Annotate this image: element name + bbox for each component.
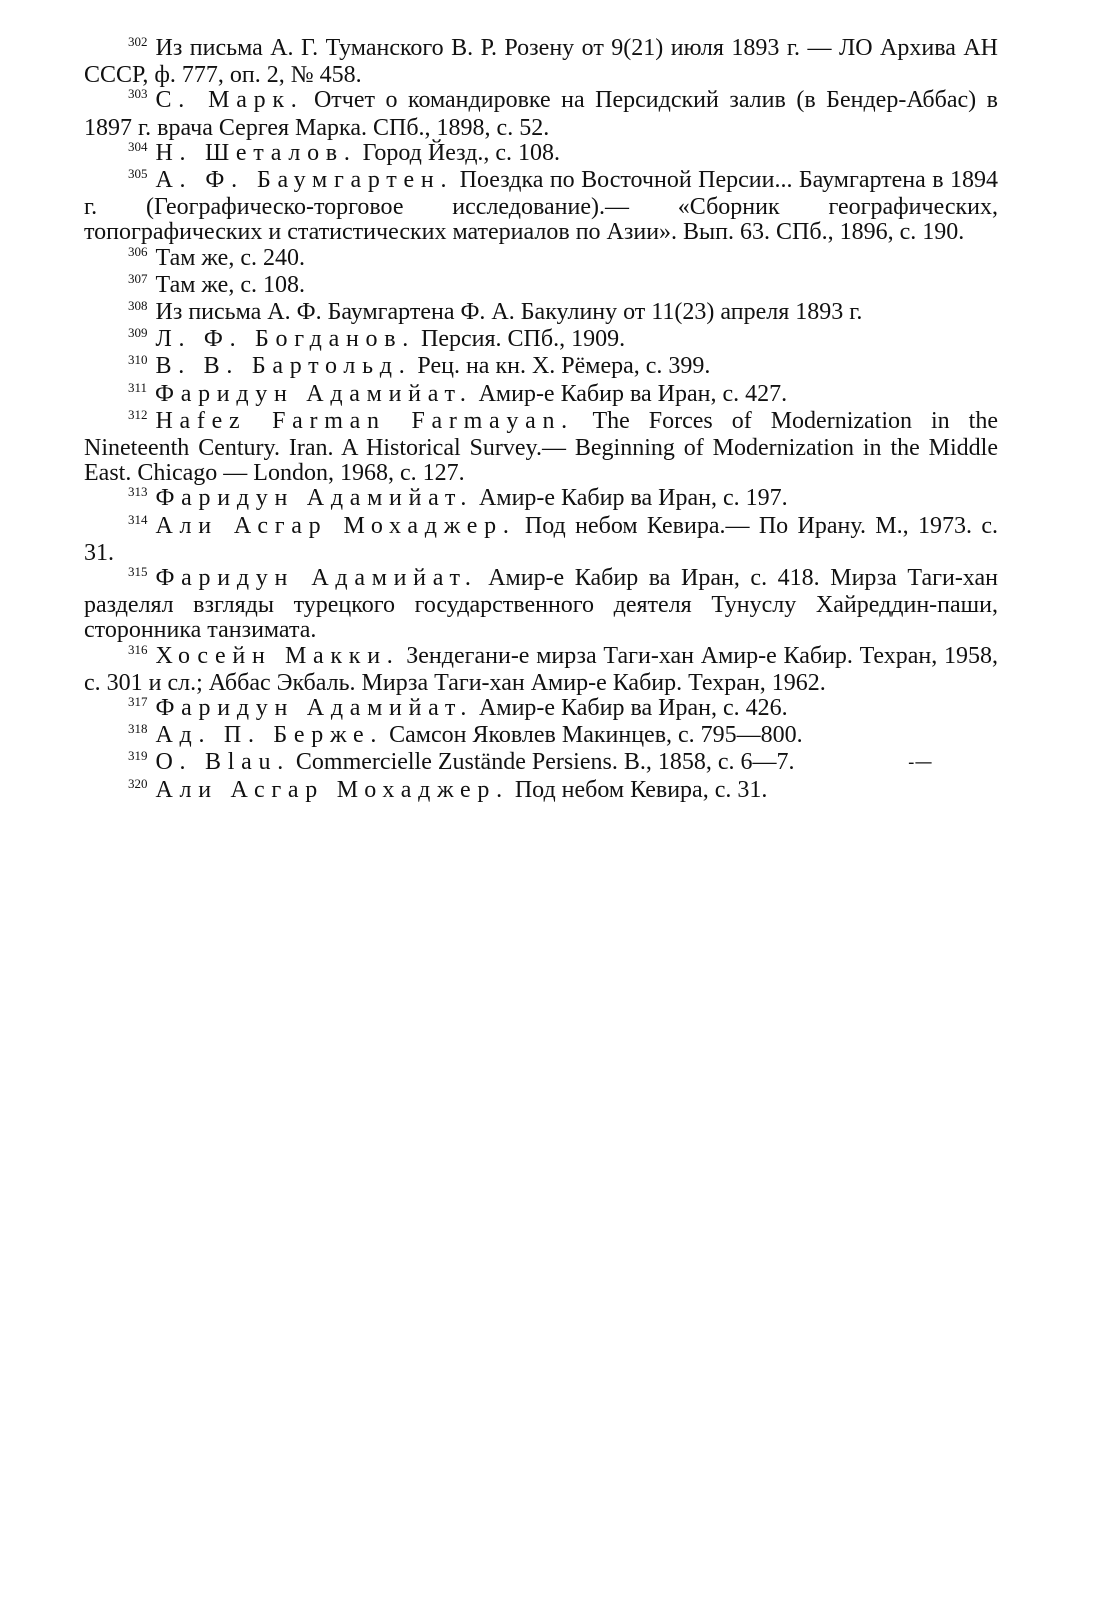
footnote-311: [84, 379, 998, 409]
footnote-text: Commercielle Zustände Persiens. B., 1858, c. 6—7.: [295, 749, 795, 776]
footnote-author: Али Асгар Мохаджер.: [155, 776, 509, 803]
footnote-author: В. В. Бартольд.: [155, 353, 412, 380]
footnote-text: Персия. СПб., 1909.: [421, 326, 626, 353]
footnote-text: Город Йезд., с. 108.: [362, 139, 561, 166]
footnote-number: 307: [128, 270, 148, 286]
footnote-text: Там же, с. 108.: [155, 271, 305, 298]
footnote-number: 304: [128, 138, 148, 154]
footnote-text: Амир-е Кабир ва Иран, с. 426.: [479, 695, 788, 722]
footnote-text: Под небом Кевира.— По Ирану. М., 1973. с. 31.: [84, 512, 999, 566]
footnote-text: Из письма А. Ф. Баумгартена Ф. А. Бакулину от 11(23) апреля 1893 г.: [155, 299, 863, 326]
footnote-312: [84, 406, 998, 487]
footnote-author: Фаридун Адамийат.: [155, 565, 478, 592]
footnote-text: Поездка по Восточной Персии... Баумгартена в 1894 г. (Географическо-торговое исследование).— «Сборник географических, топографических и статистических материалов по Азии». Вып. 63. СПб., 1896, с. 190.: [84, 167, 999, 246]
footnote-number: 320: [128, 775, 148, 791]
footnote-text: The Forces of Modernization in the Nineteenth Century. Iran. A Historical Survey.— Beginning of Modernization in the Middle East. Chicago — London, 1968, c. 127.: [84, 407, 998, 487]
end-mark: -—: [908, 752, 933, 773]
footnote-number: 316: [128, 641, 148, 657]
footnote-316: [84, 641, 998, 696]
footnote-author: O. Blau.: [155, 749, 290, 776]
footnote-author: А. Ф. Баумгартен.: [155, 167, 454, 194]
footnote-314: [84, 511, 999, 566]
footnote-304: [84, 138, 998, 168]
footnote-308: [84, 300, 998, 327]
footnote-number: 306: [128, 243, 148, 259]
footnote-319: [84, 750, 998, 777]
footnote-author: С. Марк.: [155, 87, 304, 114]
footnote-315: [84, 566, 998, 644]
footnote-text: Зендегани-е мирза Таги-хан Амир-е Кабир. Техран, 1958, с. 301 и сл.; Аббас Экбаль. Мирза Таги-хан Амир-е Кабир. Техран, 1962.: [84, 642, 998, 696]
footnote-number: 317: [128, 694, 148, 710]
footnote-317: [84, 696, 998, 723]
footnote-320: [84, 775, 998, 805]
footnote-text: Амир-е Кабир ва Иран, с. 427.: [478, 380, 788, 407]
footnote-303: [84, 88, 998, 140]
footnote-318: [84, 723, 998, 750]
footnote-author: Ад. П. Берже.: [155, 722, 384, 749]
footnote-number: 313: [128, 484, 148, 500]
footnote-307: [84, 270, 998, 300]
footnote-number: 312: [128, 406, 148, 422]
footnote-number: 314: [128, 511, 148, 527]
footnote-number: 302: [128, 34, 148, 49]
footnote-text: Под небом Кевира, с. 31.: [514, 776, 768, 803]
footnote-number: 305: [128, 166, 148, 182]
footnote-author: Фаридун Адамийат.: [155, 485, 474, 512]
footnote-number: 311: [128, 379, 148, 395]
footnote-text: Рец. на кн. Х. Рёмера, с. 399.: [417, 353, 711, 380]
footnote-310: [84, 354, 998, 381]
footnote-305: [84, 168, 998, 246]
footnote-306: [84, 243, 998, 273]
footnote-author: Фаридун Адамийат.: [155, 695, 474, 722]
footnote-302: [84, 36, 998, 88]
footnote-number: 315: [128, 564, 148, 580]
footnote-author: Али Асгар Мохаджер.: [155, 512, 516, 539]
footnote-author: Фаридун Адамийат.: [155, 380, 473, 407]
footnote-author: Хосейн Макки.: [155, 642, 400, 669]
footnote-text: Амир-е Кабир ва Иран, с. 418. Мирза Таги-хан разделял взгляды турецкого государственного деятеля Тунуслу Хайреддин-паши, сторонника танзимата.: [84, 565, 998, 644]
footnote-text: Самсон Яковлев Макинцев, с. 795—800.: [389, 722, 803, 749]
footnote-number: 303: [128, 86, 148, 102]
footnote-text: Из письма А. Г. Туманского В. Р. Розену от 9(21) июля 1893 г. — ЛО Архива АН СССР, ф. 777, оп. 2, № 458.: [84, 35, 998, 89]
footnote-author: Hafez Farman Farmayan.: [155, 407, 574, 434]
footnote-number: 310: [128, 352, 148, 368]
footnote-number: 319: [128, 748, 148, 764]
footnote-number: 308: [128, 298, 148, 314]
footnote-313: [84, 486, 998, 513]
footnotes-page: [84, 36, 998, 805]
footnote-number: 309: [128, 325, 148, 341]
footnote-author: Н. Шеталов.: [155, 139, 357, 166]
footnote-author: Л. Ф. Богданов.: [155, 326, 416, 353]
footnote-text: Отчет о командировке на Персидский залив (в Бендер-Аббас) в 1897 г. врача Сергея Марка. СПб., 1898, с. 52.: [84, 87, 998, 141]
footnote-text: Амир-е Кабир ва Иран, с. 197.: [479, 485, 788, 512]
footnote-number: 318: [128, 721, 148, 737]
footnote-309: [84, 327, 998, 354]
footnote-text: Там же, с. 240.: [155, 244, 305, 271]
